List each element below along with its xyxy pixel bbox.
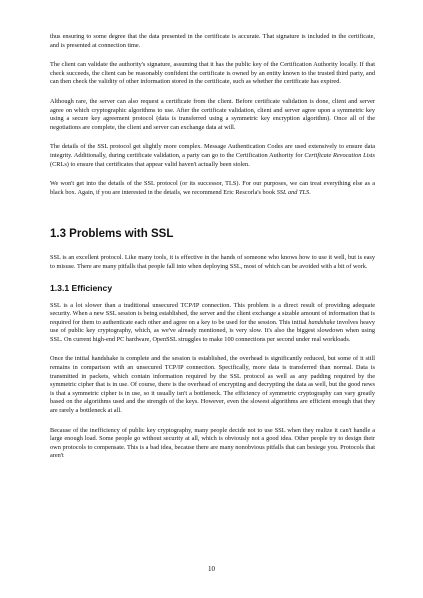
paragraph-intro: SSL is an excellent protocol. Like many tools, it is effective in the hands of someone who knows how to use it well, but is easy to misuse. There are many pitfalls that people fall into when deploying SSL, most of which can be avoided with a bit of work. — [50, 254, 375, 270]
text-run: (CRLs) to ensure that certificates that appear valid haven't actually been stolen. — [50, 160, 250, 168]
paragraph-server-request: Although rare, the server can also request a certificate from the client. Before certificate validation is done, client and server agree on which cryptographic algorithms to use. After the certificate validation, client and server agree upon a symmetric key using a secure key agreement protocol (data is transferred using a symmetric key encryption algorithm). Once all of the negotiations are complete, the client and server can exchange data at will. — [50, 97, 375, 131]
paragraph-black-box — [50, 180, 375, 197]
text-run: SSL is a lot slower than a traditional unsecured TCP/IP connection. This problem is a direct result of providing adequate security. When a new SSL session is being established, the server and the client exchange a sizable amount of information that is required for them to authenticate each other and agree on a key to be used for the session. This initial — [50, 301, 375, 326]
page-number: 10 — [208, 565, 215, 573]
text-run: The details of the SSL protocol get slightly more complex. Message Authentication Codes are used extensively to ensure data integrity. Additionally, during certificate validation, a party can go to the Certification Authority for — [50, 143, 375, 159]
italic-term: Certificate Revocation Lists — [304, 151, 375, 159]
paragraph-signature: thus ensuring to some degree that the data presented in the certificate is accurate. That signature is included in the certificate, and is presented at connection time. — [50, 33, 375, 49]
text-run: We won't get into the details of the SSL protocol (or its successor, TLS). For our purposes, we can treat everything else as a black box. Again, if you are interested in the details, we recommend Eric Rescorla's book — [50, 180, 375, 196]
paragraph-client-validation: The client can validate the authority's signature, assuming that it has the public key of the Certification Authority locally. If that check succeeds, the client can be reasonably confident the certificate is owned by an entity known to the trusted third party, and can then check the validity of other information stored in the certificate, such as whether the certificate has expired. — [50, 61, 375, 86]
text-run: . — [309, 188, 311, 196]
section-heading: 1.3 Problems with SSL — [50, 228, 174, 241]
book-title: SSL and TLS — [276, 188, 310, 196]
document-page — [50, 33, 375, 472]
paragraph-protocol-details — [50, 143, 375, 169]
paragraph-efficiency-1 — [50, 302, 375, 345]
subsection-heading: 1.3.1 Efficiency — [50, 282, 113, 293]
paragraph-efficiency-3: Because of the inefficiency of public key cryptography, many people decide not to use SSL when they realize it can't handle a large enough load. Some people go without security at all, which is obviously not a good idea. Other people try to design their own protocols to compensate. This is a bad idea, because there are many nonobvious pitfalls that can besiege you. Protocols that aren't — [50, 426, 375, 460]
italic-term: handshake — [308, 318, 336, 326]
text-run: involves heavy use of public key cryptography, which, as we've already mentioned, is very slow. It's also the biggest slowdown when using SSL. On current high-end PC hardware, OpenSSL struggles to make 100 connections per second under real workloads. — [50, 318, 375, 343]
paragraph-efficiency-2: Once the initial handshake is complete and the session is established, the overhead is significantly reduced, but some of it still remains in comparison with an unsecured TCP/IP connection. Specifically, more data is transferred than normal. Data is transmitted in packets, which contain information required by the SSL protocol as well as any padding required by the symmetric cipher that is in use. Of course, there is the overhead of encrypting and decrypting the data as well, but the good news is that a symmetric cipher is in use, so it usually isn't a bottleneck. The efficiency of symmetric cryptography can vary greatly based on the algorithms used and the strength of the keys. However, even the slowest algorithms are efficient enough that they are rarely a bottleneck at all. — [50, 355, 375, 415]
